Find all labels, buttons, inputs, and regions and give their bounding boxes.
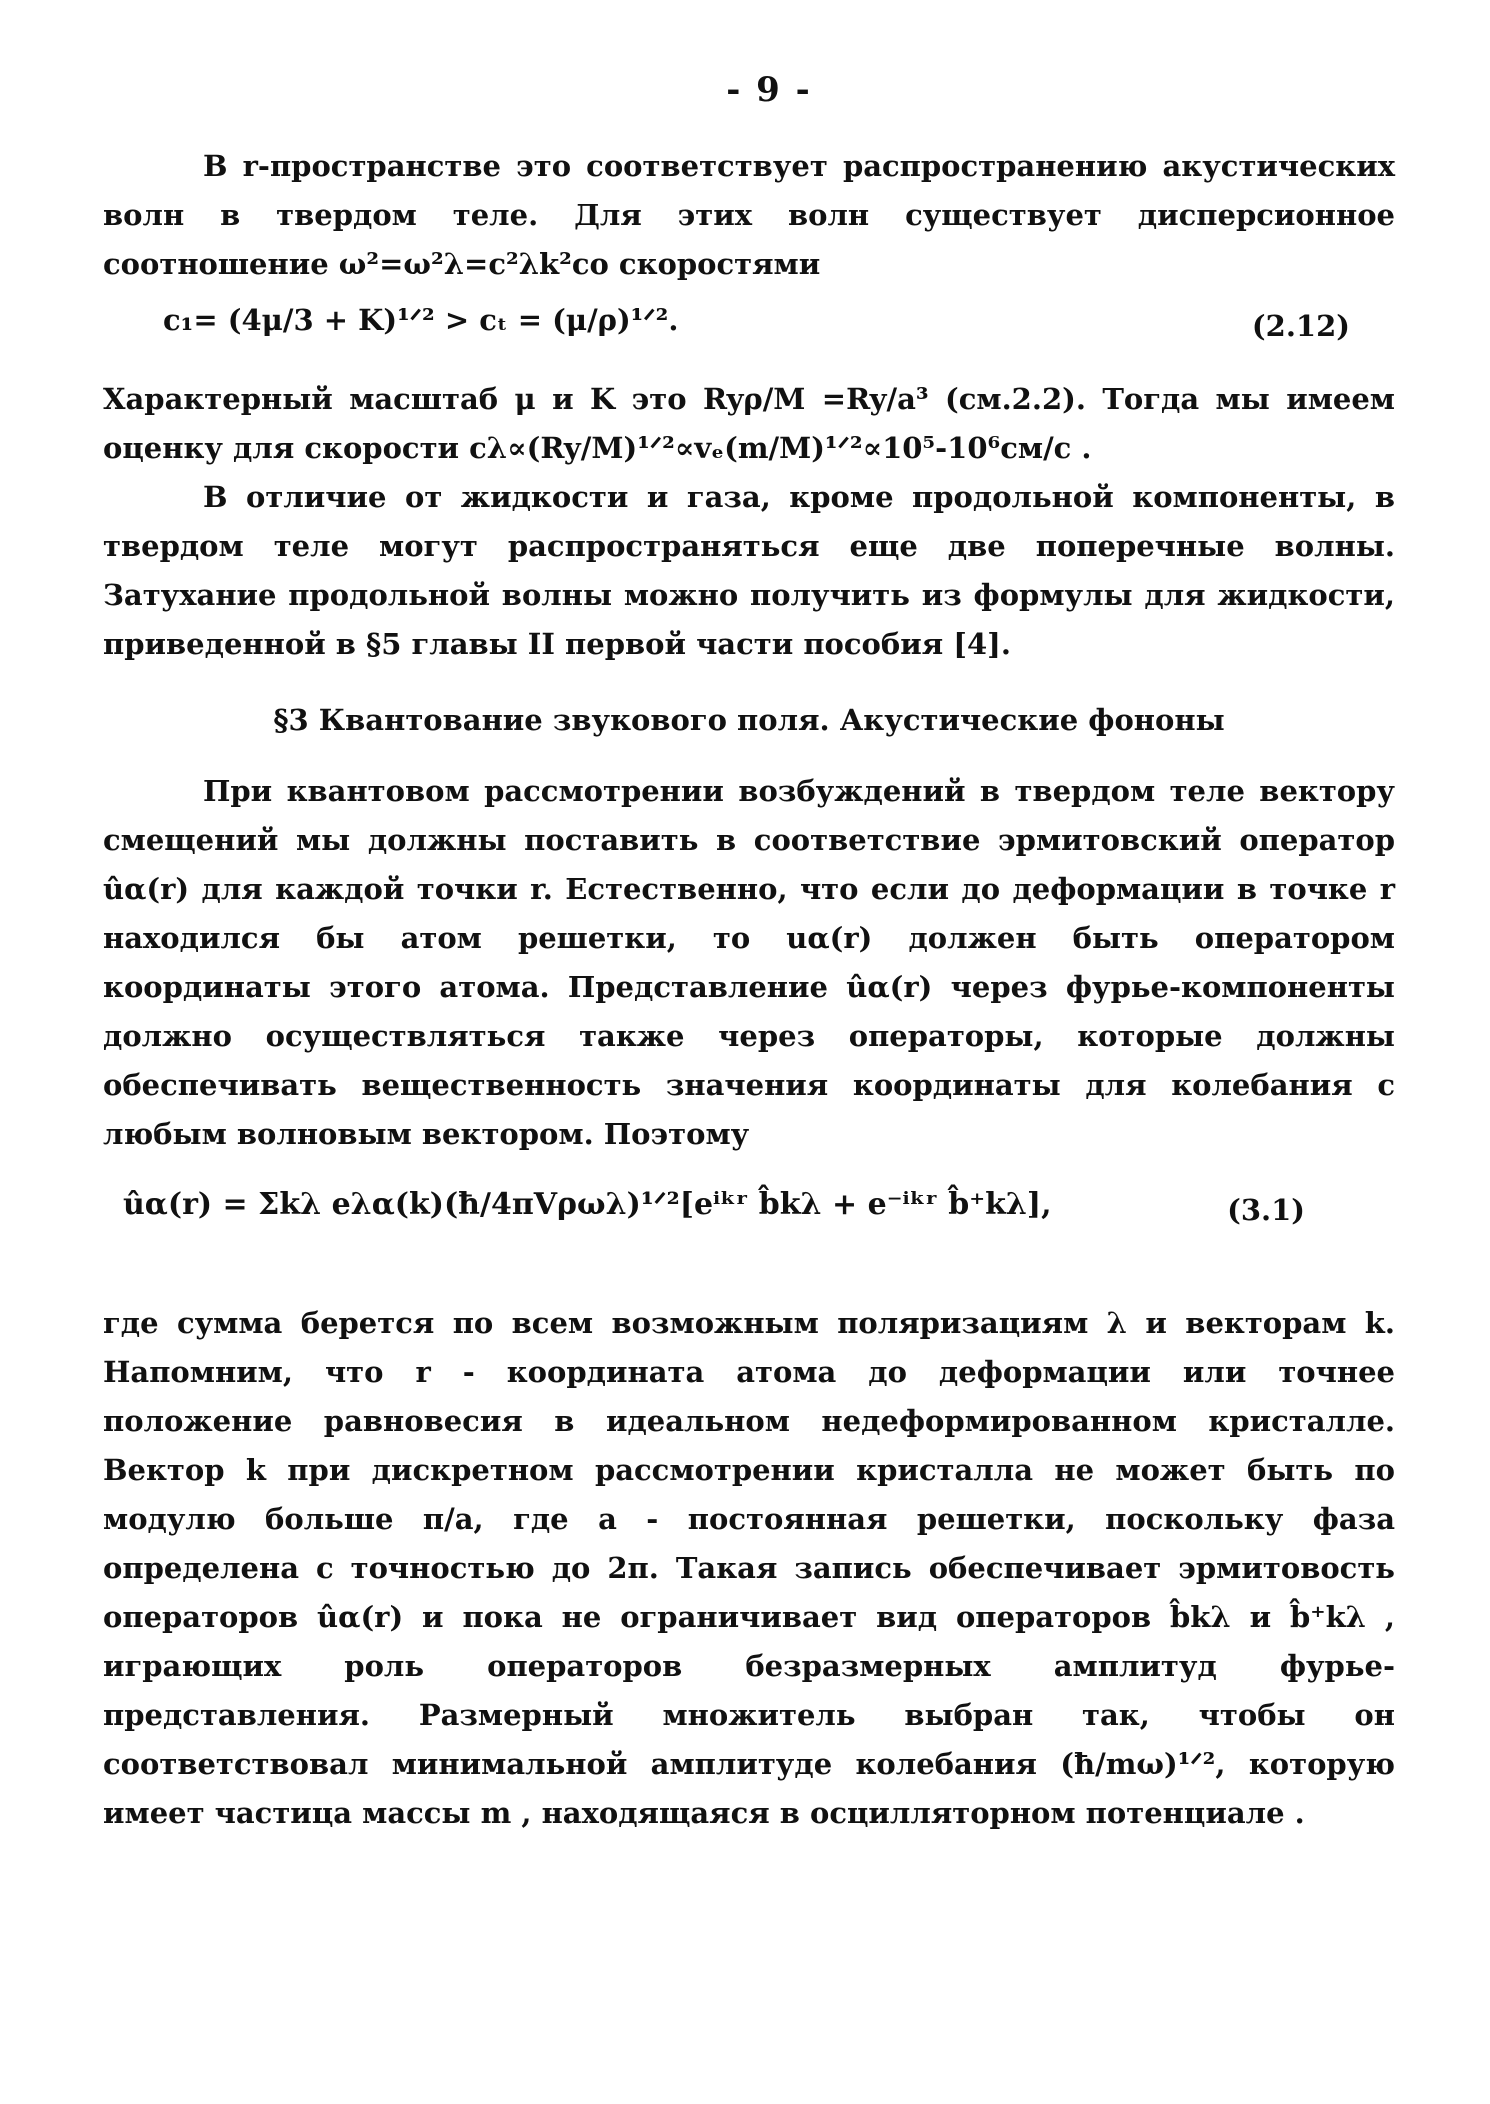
equation-2-12-number: (2.12) bbox=[1251, 309, 1350, 343]
equation-2-12-expression: c₁= (4μ/3 + K)¹ᐟ² > cₜ = (μ/ρ)¹ᐟ². bbox=[163, 303, 679, 337]
paragraph-quantization: При квантовом рассмотрении возбуждений в твердом теле вектору смещений мы должны поставить в соответствие эрмитовский оператор ûα(r) для каждой точки r. Естественно, что если до деформации в точке r находился бы атом решетки, то uα(r) должен быть оператором координаты этого атома. Представление ûα(r) через фурье-компоненты должно осуществляться также через операторы, которые должны обеспечивать вещественность значения координаты для колебания с любым волновым вектором. Поэтому bbox=[103, 774, 1395, 1151]
equation-3-1-expression: ûα(r) = Σkλ eλα(k)(ħ/4πVρωλ)¹ᐟ²[eⁱᵏʳ b̂kλ + e⁻ⁱᵏʳ b̂⁺kλ], bbox=[123, 1187, 1052, 1222]
paragraph-acoustic-waves: В r-пространстве это соответствует распространению акустических волн в твердом теле. Для этих волн существует дисперсионное соотношение ω²=ω²λ=c²λk²со скоростями bbox=[103, 149, 1395, 281]
equation-3-1 bbox=[103, 1169, 1395, 1299]
equation-2-12 bbox=[103, 289, 1395, 375]
section-title: §3 Квантование звукового поля. Акустические фононы bbox=[273, 703, 1225, 737]
equation-3-1-number: (3.1) bbox=[1227, 1193, 1305, 1227]
page-number: - 9 - bbox=[726, 70, 812, 110]
paragraph-sum-explanation: где сумма берется по всем возможным поляризациям λ и векторам k. Напомним, что r - координата атома до деформации или точнее положение равновесия в идеальном недеформированном кристалле. Вектор k при дискретном рассмотрении кристалла не может быть по модулю больше π/a, где a - постоянная решетки, поскольку фаза определена с точностью до 2π. Такая запись обеспечивает эрмитовость операторов ûα(r) и пока не ограничивает вид операторов b̂kλ и b̂⁺kλ , играющих роль операторов безразмерных амплитуд фурье-представления. Размерный множитель выбран так, чтобы он соответствовал минимальной амплитуде колебания (ħ/mω)¹ᐟ², которую имеет частица массы m , находящаяся в осцилляторном потенциале . bbox=[103, 1306, 1395, 1830]
paragraph-scale-estimate: Характерный масштаб μ и K это Ryρ/M =Ry/a³ (см.2.2). Тогда мы имеем оценку для скорости cλ∝(Ry/M)¹ᐟ²∝vₑ(m/M)¹ᐟ²∝10⁵-10⁶см/с . bbox=[103, 382, 1395, 465]
paragraph-transverse-waves: В отличие от жидкости и газа, кроме продольной компоненты, в твердом теле могут распространяться еще две поперечные волны. Затухание продольной волны можно получить из формулы для жидкости, приведенной в §5 главы II первой части пособия [4]. bbox=[103, 480, 1395, 661]
